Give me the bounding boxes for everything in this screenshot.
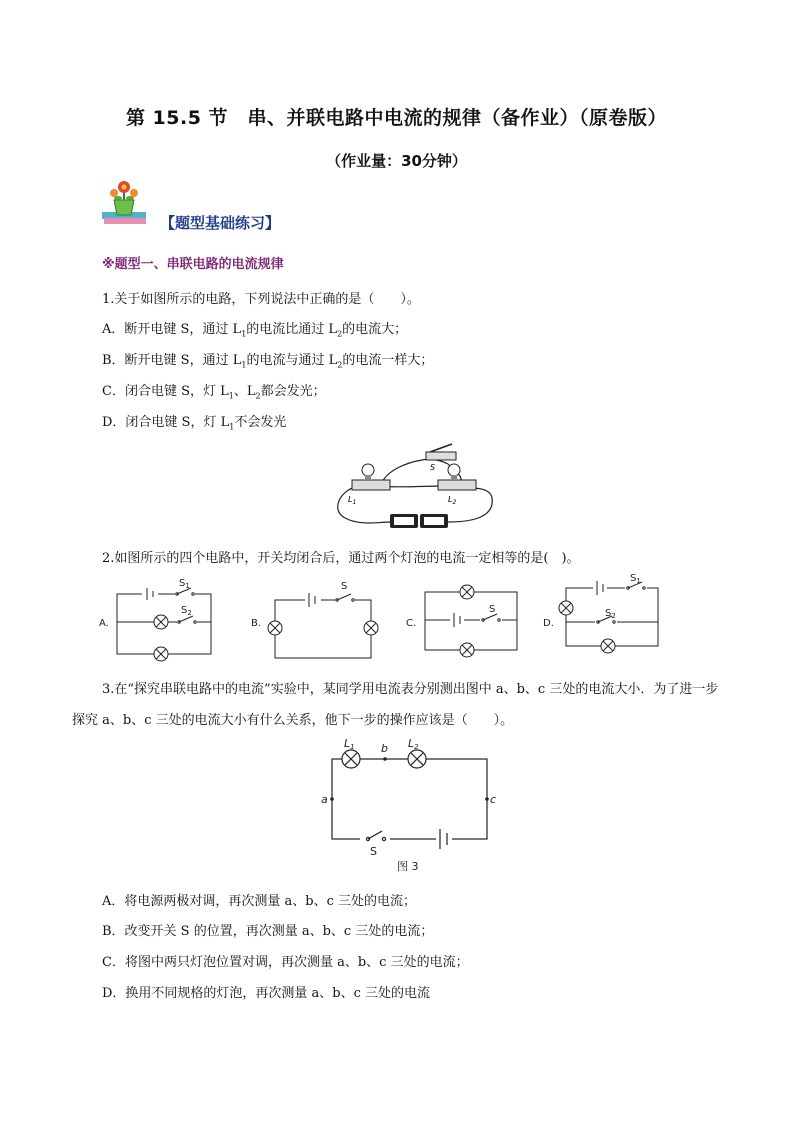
q1-lamp-l2 — [438, 464, 476, 506]
q2-circuit-b — [268, 593, 378, 658]
q2-label-c: C. — [406, 618, 417, 629]
svg-text:c: c — [490, 793, 497, 806]
svg-text:L2: $L_2$ — [448, 495, 457, 506]
category-heading: ※题型一、串联电路的电流规律 — [102, 257, 284, 272]
q3-option-b: B．改变开关 S 的位置，再次测量 a、b、c 三处的电流； — [102, 924, 434, 939]
svg-text:S2: $S_2$ — [181, 605, 192, 617]
q1-stem: 1.关于如图所示的电路，下列说法中正确的是（ ）。 — [102, 292, 420, 307]
q3-figure-caption: 图 3 — [397, 860, 419, 873]
svg-text:L1: $L_1$ — [348, 495, 357, 506]
q3-option-c: C．将图中两只灯泡位置对调，再次测量 a、b、c 三处的电流； — [102, 955, 469, 970]
page-subtitle: （作业量：30分钟） — [326, 152, 467, 170]
q2-label-b: B. — [251, 618, 262, 629]
q2-label-a: A. — [99, 618, 109, 629]
q2-circuits-figure — [95, 574, 675, 666]
svg-text:S: S — [430, 463, 436, 472]
q1-option-b: B．断开电键 S，通过 $L_1$的电流与通过 $L_2$的电流一样大； — [102, 353, 434, 370]
svg-text:S1: $S_1$ — [630, 574, 641, 585]
svg-text:L2: L2 — [408, 737, 419, 751]
svg-text:S: S — [489, 604, 496, 615]
q3-circuit-figure — [320, 737, 500, 875]
q1-lamp-l1 — [348, 464, 390, 506]
q1-battery — [390, 514, 448, 528]
q1-option-a: A．断开电键 S，通过 $L_1$的电流比通过 $L_2$的电流大； — [102, 322, 408, 339]
svg-text:S: S — [341, 581, 348, 592]
q3-option-d: D．换用不同规格的灯泡，再次测量 a、b、c 三处的电流 — [102, 986, 431, 1001]
q1-circuit-figure — [330, 440, 510, 532]
q3-option-a: A．将电源两极对调，再次测量 a、b、c 三处的电流； — [102, 894, 417, 909]
q2-circuit-c — [425, 585, 517, 657]
svg-text:a: a — [321, 793, 328, 806]
flower-pot-books-icon — [100, 178, 154, 226]
svg-text:S1: $S_1$ — [179, 578, 190, 590]
svg-text:L1: L1 — [344, 737, 355, 751]
q1-option-d: D．闭合电键 S，灯 $L_1$不会发光 — [102, 415, 287, 432]
section-heading: 【题型基础练习】 — [160, 214, 281, 232]
q2-stem: 2.如图所示的四个电路中，开关均闭合后，通过两个灯泡的电流一定相等的是( )。 — [102, 551, 580, 566]
svg-text:S: S — [370, 845, 377, 858]
q2-circuit-a — [117, 588, 211, 661]
page-title: 第 15.5 节 串、并联电路中电流的规律（备作业）（原卷版） — [125, 107, 668, 129]
svg-text:b: b — [381, 742, 388, 755]
q3-stem: 3.在“探究串联电路中的电流”实验中，某同学用电流表分别测出图中 a、b、c 三处的电流大小．为了进一步探究 a、b、c 三处的电流大小有什么关系，他下一步的操作应该是（ ）。 — [72, 682, 719, 728]
svg-text:S2: $S_2$ — [605, 608, 616, 620]
q2-label-d: D. — [543, 618, 554, 629]
q1-option-c: C．闭合电键 S，灯 $L_1$、$L_2$都会发光； — [102, 384, 326, 401]
